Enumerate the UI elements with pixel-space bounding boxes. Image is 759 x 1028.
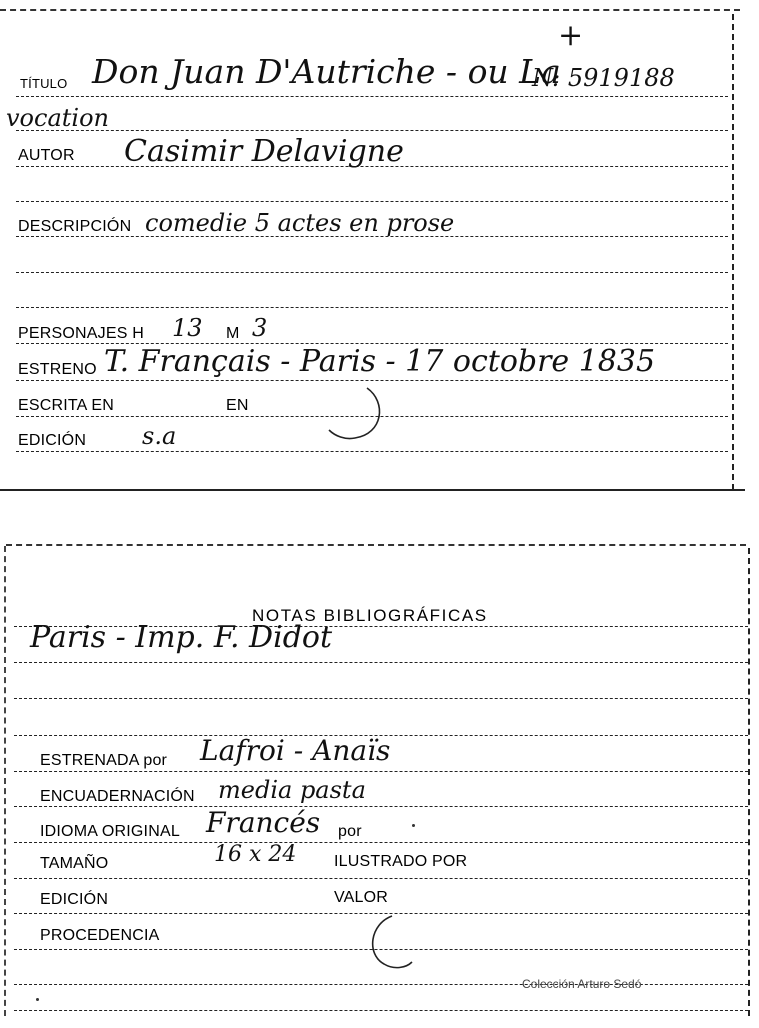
ilustrado-por-label: ILUSTRADO POR bbox=[334, 853, 468, 870]
estrenada-por-value: Lafroi - Anaïs bbox=[200, 734, 391, 767]
titulo-continuation-value: vocation bbox=[6, 104, 109, 132]
ruled-line bbox=[16, 130, 728, 131]
catalog-card-back bbox=[0, 540, 759, 1028]
catalog-card-front bbox=[0, 0, 759, 492]
punch-hole-mark bbox=[364, 910, 434, 972]
ruled-line bbox=[14, 662, 748, 663]
card-top-edge bbox=[6, 544, 746, 546]
notas-value: Paris - Imp. F. Didot bbox=[30, 620, 333, 655]
ruled-line bbox=[14, 771, 748, 772]
ink-speck bbox=[36, 998, 39, 1001]
estrenada-por-label: ESTRENADA por bbox=[40, 752, 168, 769]
ruled-line bbox=[16, 307, 728, 308]
personajes-h-value: 13 bbox=[172, 314, 203, 342]
procedencia-label: PROCEDENCIA bbox=[40, 927, 160, 944]
titulo-label: TÍTULO bbox=[20, 76, 68, 91]
encuadernacion-value: media pasta bbox=[218, 776, 366, 804]
notas-bibliograficas-heading: NOTAS BIBLIOGRÁFICAS bbox=[252, 606, 488, 625]
descripcion-value: comedie 5 actes en prose bbox=[145, 209, 455, 237]
valor-label: VALOR bbox=[334, 889, 389, 906]
ruled-line bbox=[16, 272, 728, 273]
ruled-line bbox=[16, 451, 728, 452]
ink-speck bbox=[412, 824, 415, 827]
ruled-line bbox=[14, 842, 748, 843]
encuadernacion-label: ENCUADERNACIÓN bbox=[40, 788, 195, 805]
idioma-original-label: IDIOMA ORIGINAL bbox=[40, 823, 180, 840]
ruled-line bbox=[16, 96, 728, 97]
ruled-line bbox=[14, 1010, 748, 1011]
ruled-line bbox=[14, 698, 748, 699]
card-bottom-edge bbox=[0, 489, 745, 491]
estreno-value: T. Français - Paris - 17 octobre 1835 bbox=[104, 344, 656, 379]
ruled-line bbox=[14, 878, 748, 879]
titulo-number-value: N: 5919188 bbox=[532, 64, 675, 92]
ruled-line bbox=[16, 201, 728, 202]
descripcion-label: DESCRIPCIÓN bbox=[18, 218, 132, 235]
por-label: por bbox=[338, 823, 362, 840]
autor-value: Casimir Delavigne bbox=[124, 134, 404, 169]
ruled-line bbox=[16, 380, 728, 381]
estreno-label: ESTRENO bbox=[18, 361, 97, 378]
personajes-m-label: M bbox=[226, 325, 240, 342]
titulo-value: Don Juan D'Autriche - ou La bbox=[92, 52, 561, 91]
collection-footer: Colección Arturo Sedó bbox=[522, 977, 642, 991]
autor-label: AUTOR bbox=[18, 147, 75, 164]
card-left-edge bbox=[4, 546, 6, 1016]
card-right-edge bbox=[748, 548, 750, 1016]
tamano-label: TAMAÑO bbox=[40, 855, 109, 872]
personajes-label: PERSONAJES H bbox=[18, 325, 144, 342]
titulo-cross-mark: + bbox=[558, 18, 584, 53]
edicion-label: EDICIÓN bbox=[18, 432, 87, 449]
en-label: EN bbox=[226, 397, 249, 414]
punch-hole-mark bbox=[325, 384, 389, 444]
personajes-m-value: 3 bbox=[252, 314, 268, 342]
idioma-original-value: Francés bbox=[206, 806, 321, 839]
escrita-en-label: ESCRITA EN bbox=[18, 397, 114, 414]
edicion-back-label: EDICIÓN bbox=[40, 891, 109, 908]
card-top-edge bbox=[0, 9, 740, 11]
ruled-line bbox=[14, 806, 748, 807]
card-right-edge bbox=[732, 14, 734, 490]
tamano-value: 16 x 24 bbox=[214, 842, 297, 867]
edicion-value: s.a bbox=[142, 422, 177, 450]
